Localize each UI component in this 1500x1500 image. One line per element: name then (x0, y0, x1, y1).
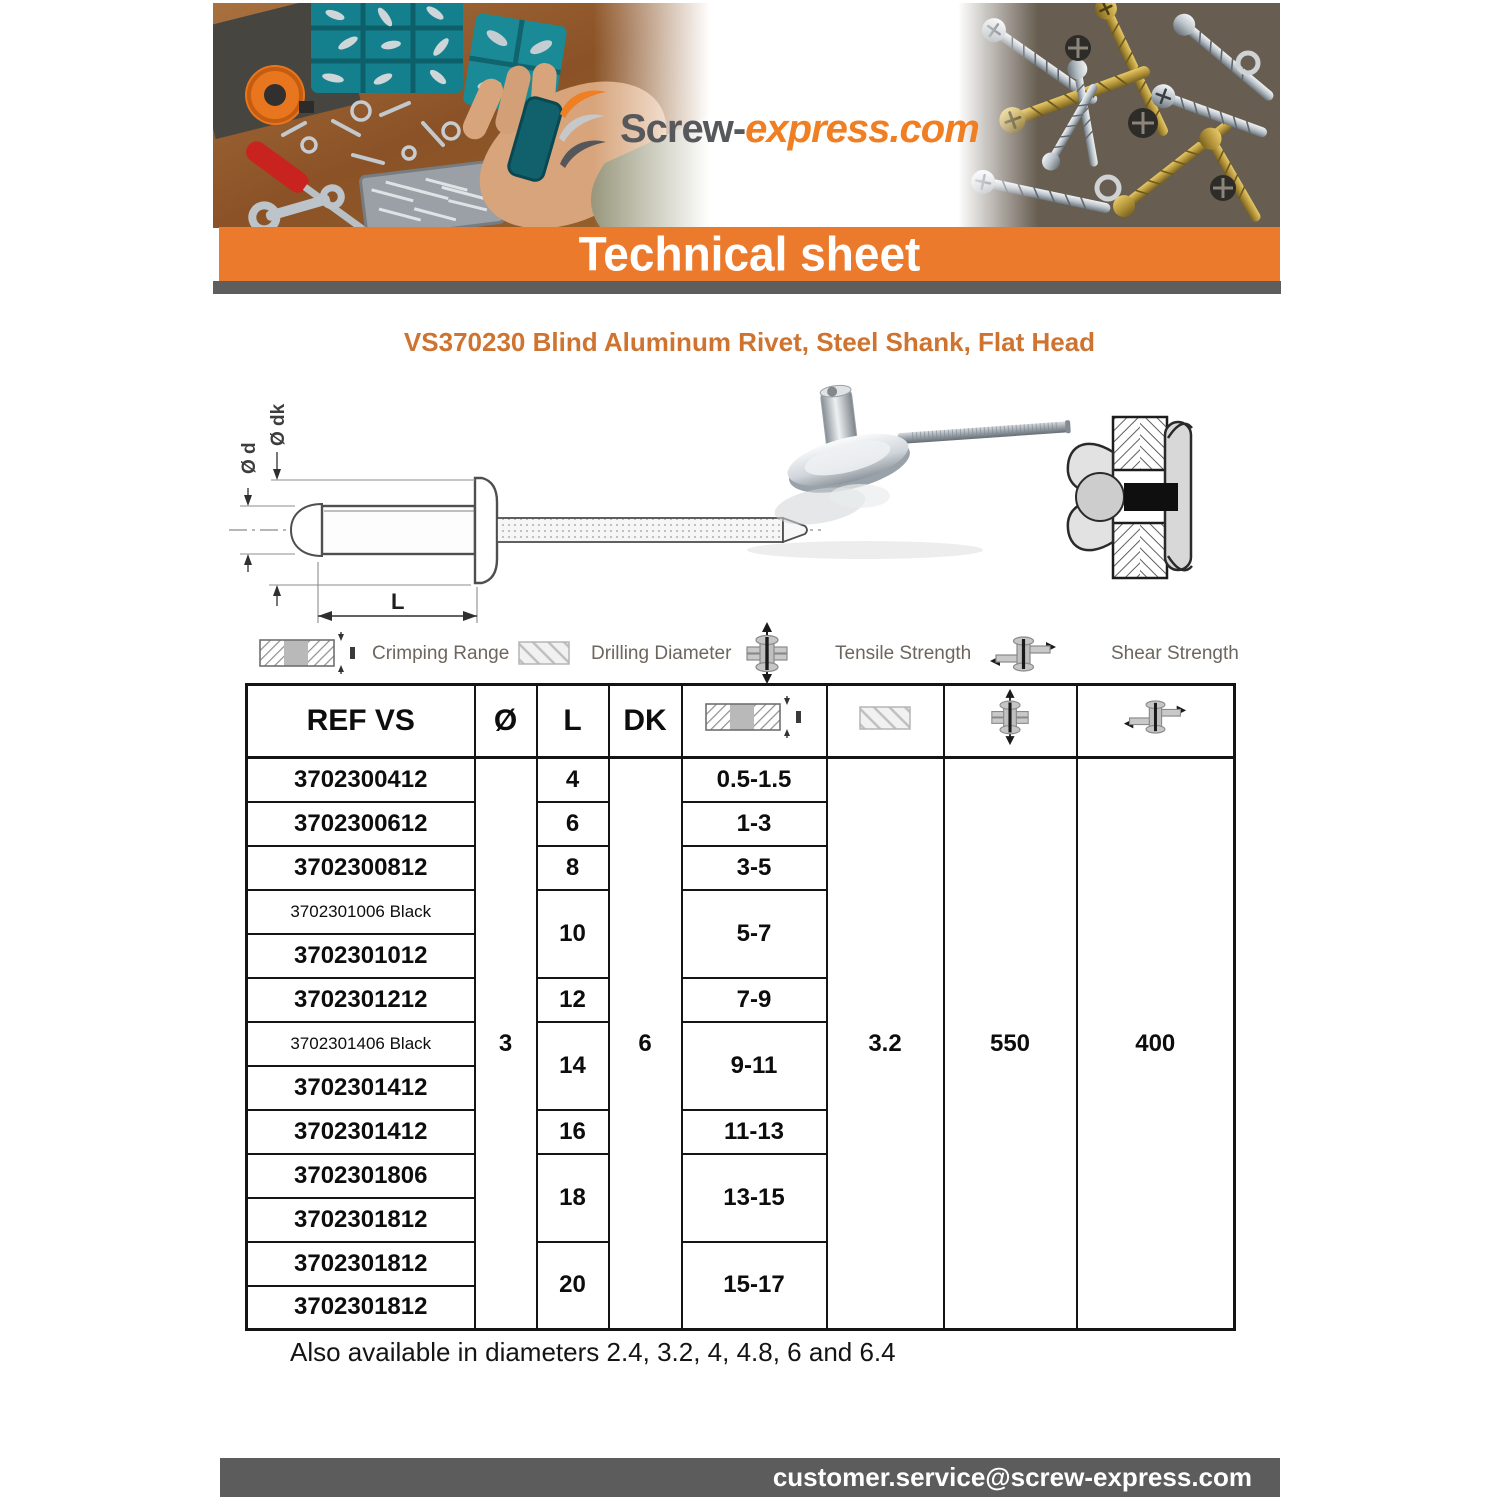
dk-cell: 6 (609, 758, 682, 1330)
crimping-cell: 11-13 (682, 1110, 827, 1154)
legend-label-drilling: Drilling Diameter (591, 643, 732, 664)
diameter-cell: 3 (475, 758, 537, 1330)
col-header-crimping (682, 685, 827, 758)
col-header-tensile (944, 685, 1077, 758)
logo-text (620, 107, 979, 152)
dimension-length (318, 589, 477, 621)
shear-strength-icon (988, 631, 1058, 677)
shear-cell: 400 (1077, 758, 1235, 1330)
length-cell: 6 (537, 802, 609, 846)
crimping-cell: 1-3 (682, 802, 827, 846)
length-cell: 8 (537, 846, 609, 890)
crimping-range-icon (704, 696, 804, 738)
ref-cell: 3702301012 (247, 934, 475, 978)
tensile-cell: 550 (944, 758, 1077, 1330)
label-body-diameter: Ø d (239, 442, 260, 474)
organizer-box (311, 3, 463, 93)
ref-cell: 3702301212 (247, 978, 475, 1022)
length-cell: 10 (537, 890, 609, 978)
crimping-range-icon (258, 632, 358, 674)
ref-cell: 3702301412 (247, 1066, 475, 1110)
shear-strength-icon (1122, 695, 1188, 739)
logo-swoosh-icon (556, 86, 610, 172)
drilling-diameter-icon (518, 641, 570, 665)
col-header-diameter: Ø (475, 685, 537, 758)
ref-cell: 3702300412 (247, 758, 475, 802)
length-cell: 12 (537, 978, 609, 1022)
length-cell: 14 (537, 1022, 609, 1110)
crimping-cell: 7-9 (682, 978, 827, 1022)
legend-label-tensile: Tensile Strength (835, 643, 972, 664)
crimping-cell: 15-17 (682, 1242, 827, 1330)
header-photo-screws (958, 3, 1280, 227)
tensile-strength-icon (990, 688, 1030, 746)
crimping-cell: 9-11 (682, 1022, 827, 1110)
logo-text-orange: express.com (745, 106, 979, 151)
ref-cell: 3702301406 Black (247, 1022, 475, 1066)
ref-cell: 3702301806 (247, 1154, 475, 1198)
length-cell: 16 (537, 1110, 609, 1154)
crimping-cell: 5-7 (682, 890, 827, 978)
installed-rivet-cross-section (1062, 380, 1242, 605)
crimping-cell: 13-15 (682, 1154, 827, 1242)
length-cell: 18 (537, 1154, 609, 1242)
banner (219, 227, 1280, 281)
dimension-body-diameter (239, 442, 260, 572)
length-cell: 4 (537, 758, 609, 802)
label-length: L (391, 589, 405, 614)
col-header-shear (1077, 685, 1235, 758)
tensile-strength-icon (745, 622, 789, 684)
ref-cell: 3702300812 (247, 846, 475, 890)
ref-cell: 3702301812 (247, 1242, 475, 1286)
crimping-cell: 0.5-1.5 (682, 758, 827, 802)
availability-note: Also available in diameters 2.4, 3.2, 4, 4.8, 6 and 6.4 (290, 1337, 896, 1367)
drilling-diameter-icon (859, 706, 911, 730)
length-cell: 20 (537, 1242, 609, 1330)
legend-label-shear: Shear Strength (1111, 643, 1239, 664)
col-header-ref: REF VS (247, 685, 475, 758)
table-header-row (247, 685, 1235, 758)
product-title: VS370230 Blind Aluminum Rivet, Steel Shank, Flat Head (403, 327, 1096, 357)
footer-email: customer.service@screw-express.com (772, 1462, 1252, 1492)
legend-label-crimping: Crimping Range (372, 643, 510, 664)
col-header-drilling (827, 685, 944, 758)
logo-text-dark: Screw- (620, 106, 746, 151)
plate-bottom (1113, 523, 1167, 578)
ref-cell: 3702301812 (247, 1198, 475, 1242)
ref-cell: 3702301412 (247, 1110, 475, 1154)
logo (556, 86, 979, 172)
banner-title: Technical sheet (578, 226, 921, 282)
footer-bar (220, 1458, 1280, 1497)
crimping-cell: 3-5 (682, 846, 827, 890)
rivet-photo (700, 378, 1075, 573)
ref-cell: 3702301006 Black (247, 890, 475, 934)
table-row (247, 758, 1235, 802)
ref-cell: 3702301812 (247, 1286, 475, 1330)
plate-top (1113, 417, 1167, 470)
col-header-dk: DK (609, 685, 682, 758)
ref-cell: 3702300612 (247, 802, 475, 846)
banner-shadow (213, 281, 1281, 294)
drilling-cell: 3.2 (827, 758, 944, 1330)
spec-table (245, 683, 1236, 1331)
col-header-length: L (537, 685, 609, 758)
dimension-head-diameter (268, 403, 289, 606)
label-head-diameter: Ø dk (268, 403, 289, 446)
